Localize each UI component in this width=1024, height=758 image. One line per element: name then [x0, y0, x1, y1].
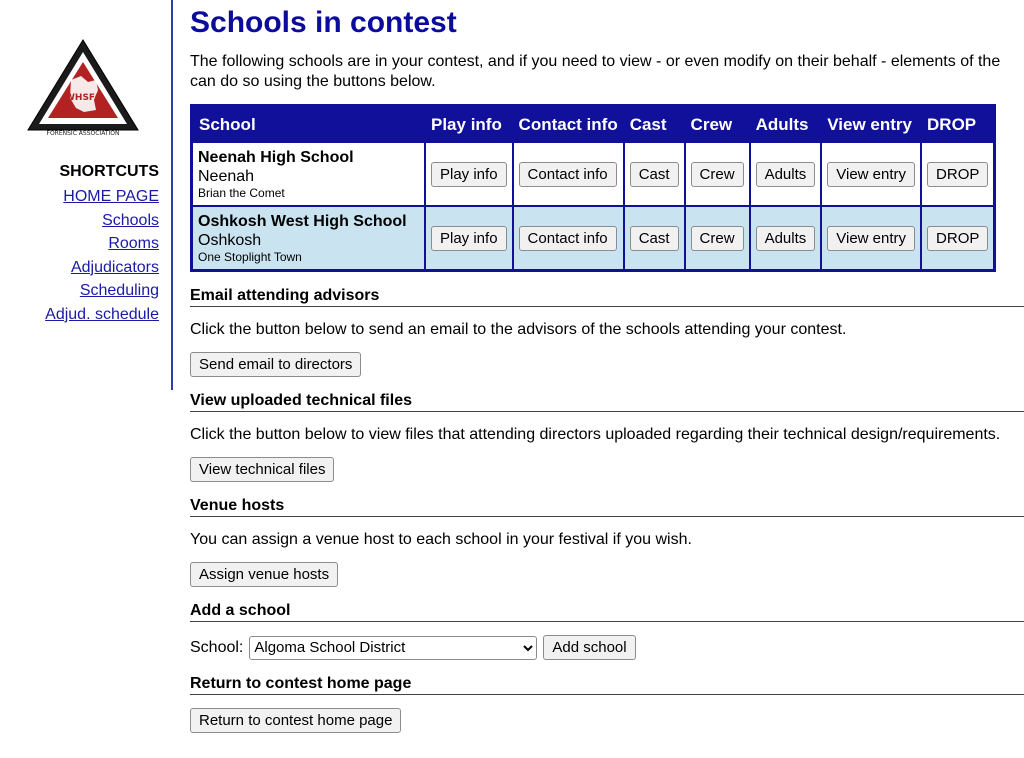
cast-button[interactable]: Cast [630, 226, 679, 251]
intro-text [190, 52, 1024, 92]
shortcut-adjudicators[interactable]: Adjudicators [70, 258, 159, 276]
main-content [190, 0, 1024, 758]
header-adults: Adults [750, 106, 822, 143]
whsfa-logo[interactable] [26, 38, 140, 138]
header-drop: DROP [921, 106, 995, 143]
school-city: Neenah [198, 167, 255, 185]
view-entry-cell [821, 142, 921, 206]
drop-cell [921, 206, 995, 271]
adults-button[interactable]: Adults [756, 226, 816, 251]
add-school-heading: Add a school [190, 601, 1024, 622]
header-crew: Crew [685, 106, 750, 143]
page-title: Schools in contest [190, 6, 457, 39]
cast-cell [624, 206, 685, 271]
table-row [192, 142, 995, 206]
tech-files-section [190, 391, 1024, 482]
shortcuts-title: SHORTCUTS [59, 163, 159, 180]
drop-button[interactable]: DROP [927, 226, 988, 251]
venue-hosts-heading: Venue hosts [190, 496, 1024, 517]
tech-files-heading: View uploaded technical files [190, 391, 1024, 412]
cast-button[interactable]: Cast [630, 162, 679, 187]
adults-cell [750, 206, 822, 271]
adults-cell [750, 142, 822, 206]
view-technical-files-button[interactable]: View technical files [190, 457, 334, 482]
drop-cell [921, 142, 995, 206]
play-info-cell [425, 206, 513, 271]
school-cell [192, 142, 426, 206]
tech-files-text: Click the button below to view files that attending directors uploaded regarding their technical design/requirements. [190, 426, 1001, 443]
assign-venue-hosts-button[interactable]: Assign venue hosts [190, 562, 338, 587]
contact-info-cell [513, 142, 624, 206]
school-play-title: Brian the Comet [198, 185, 285, 200]
venue-hosts-text: You can assign a venue host to each school in your festival if you wish. [190, 531, 692, 548]
venue-hosts-section [190, 496, 1024, 587]
header-school: School [192, 106, 426, 143]
play-info-cell [425, 142, 513, 206]
view-entry-button[interactable]: View entry [827, 162, 915, 187]
crew-button[interactable]: Crew [691, 162, 744, 187]
play-info-button[interactable]: Play info [431, 226, 507, 251]
contact-info-button[interactable]: Contact info [519, 162, 617, 187]
header-view-entry: View entry [821, 106, 921, 143]
email-section [190, 286, 1024, 377]
email-heading: Email attending advisors [190, 286, 1024, 307]
school-select-label: School: [190, 638, 244, 656]
table-header-row [192, 106, 995, 143]
school-play-title: One Stoplight Town [198, 249, 302, 264]
sidebar [0, 0, 173, 390]
header-cast: Cast [624, 106, 685, 143]
contact-info-button[interactable]: Contact info [519, 226, 617, 251]
shortcut-scheduling[interactable]: Scheduling [79, 282, 159, 299]
adults-button[interactable]: Adults [756, 162, 816, 187]
return-home-button[interactable]: Return to contest home page [190, 708, 401, 733]
return-section [190, 674, 1024, 733]
shortcuts-nav [45, 162, 159, 326]
add-school-section [190, 601, 1024, 660]
send-email-button[interactable]: Send email to directors [190, 352, 361, 377]
school-name: Neenah High School [198, 148, 354, 166]
crew-cell [685, 142, 750, 206]
table-row [192, 206, 995, 271]
shortcut-rooms[interactable]: Rooms [108, 235, 159, 252]
drop-button[interactable]: DROP [927, 162, 988, 187]
crew-button[interactable]: Crew [691, 226, 744, 251]
school-city: Oshkosh [198, 231, 262, 249]
view-entry-cell [821, 206, 921, 271]
intro-line-2: can do so using the buttons below. [190, 73, 436, 90]
intro-line-1: The following schools are in your contest, and if you need to view - or even modify on their behalf - elements of the [190, 53, 1001, 70]
view-entry-button[interactable]: View entry [827, 226, 915, 251]
school-cell [192, 206, 426, 271]
schools-table [190, 104, 996, 272]
school-select[interactable] [249, 636, 537, 660]
header-contact-info: Contact info [513, 106, 624, 143]
return-heading: Return to contest home page [190, 674, 1024, 695]
school-name: Oshkosh West High School [198, 212, 407, 230]
svg-text:WHSFA: WHSFA [64, 93, 102, 103]
shortcut-adjud-schedule[interactable]: Adjud. schedule [45, 305, 159, 323]
add-school-button[interactable]: Add school [543, 635, 635, 660]
svg-text:FORENSIC ASSOCIATION: FORENSIC ASSOCIATION [46, 130, 120, 137]
cast-cell [624, 142, 685, 206]
email-text: Click the button below to send an email to the advisors of the schools attending your contest. [190, 321, 847, 338]
crew-cell [685, 206, 750, 271]
shortcut-schools[interactable]: Schools [102, 211, 159, 229]
play-info-button[interactable]: Play info [431, 162, 507, 187]
header-play-info: Play info [425, 106, 513, 143]
shortcut-home-page[interactable]: HOME PAGE [63, 188, 159, 205]
contact-info-cell [513, 206, 624, 271]
